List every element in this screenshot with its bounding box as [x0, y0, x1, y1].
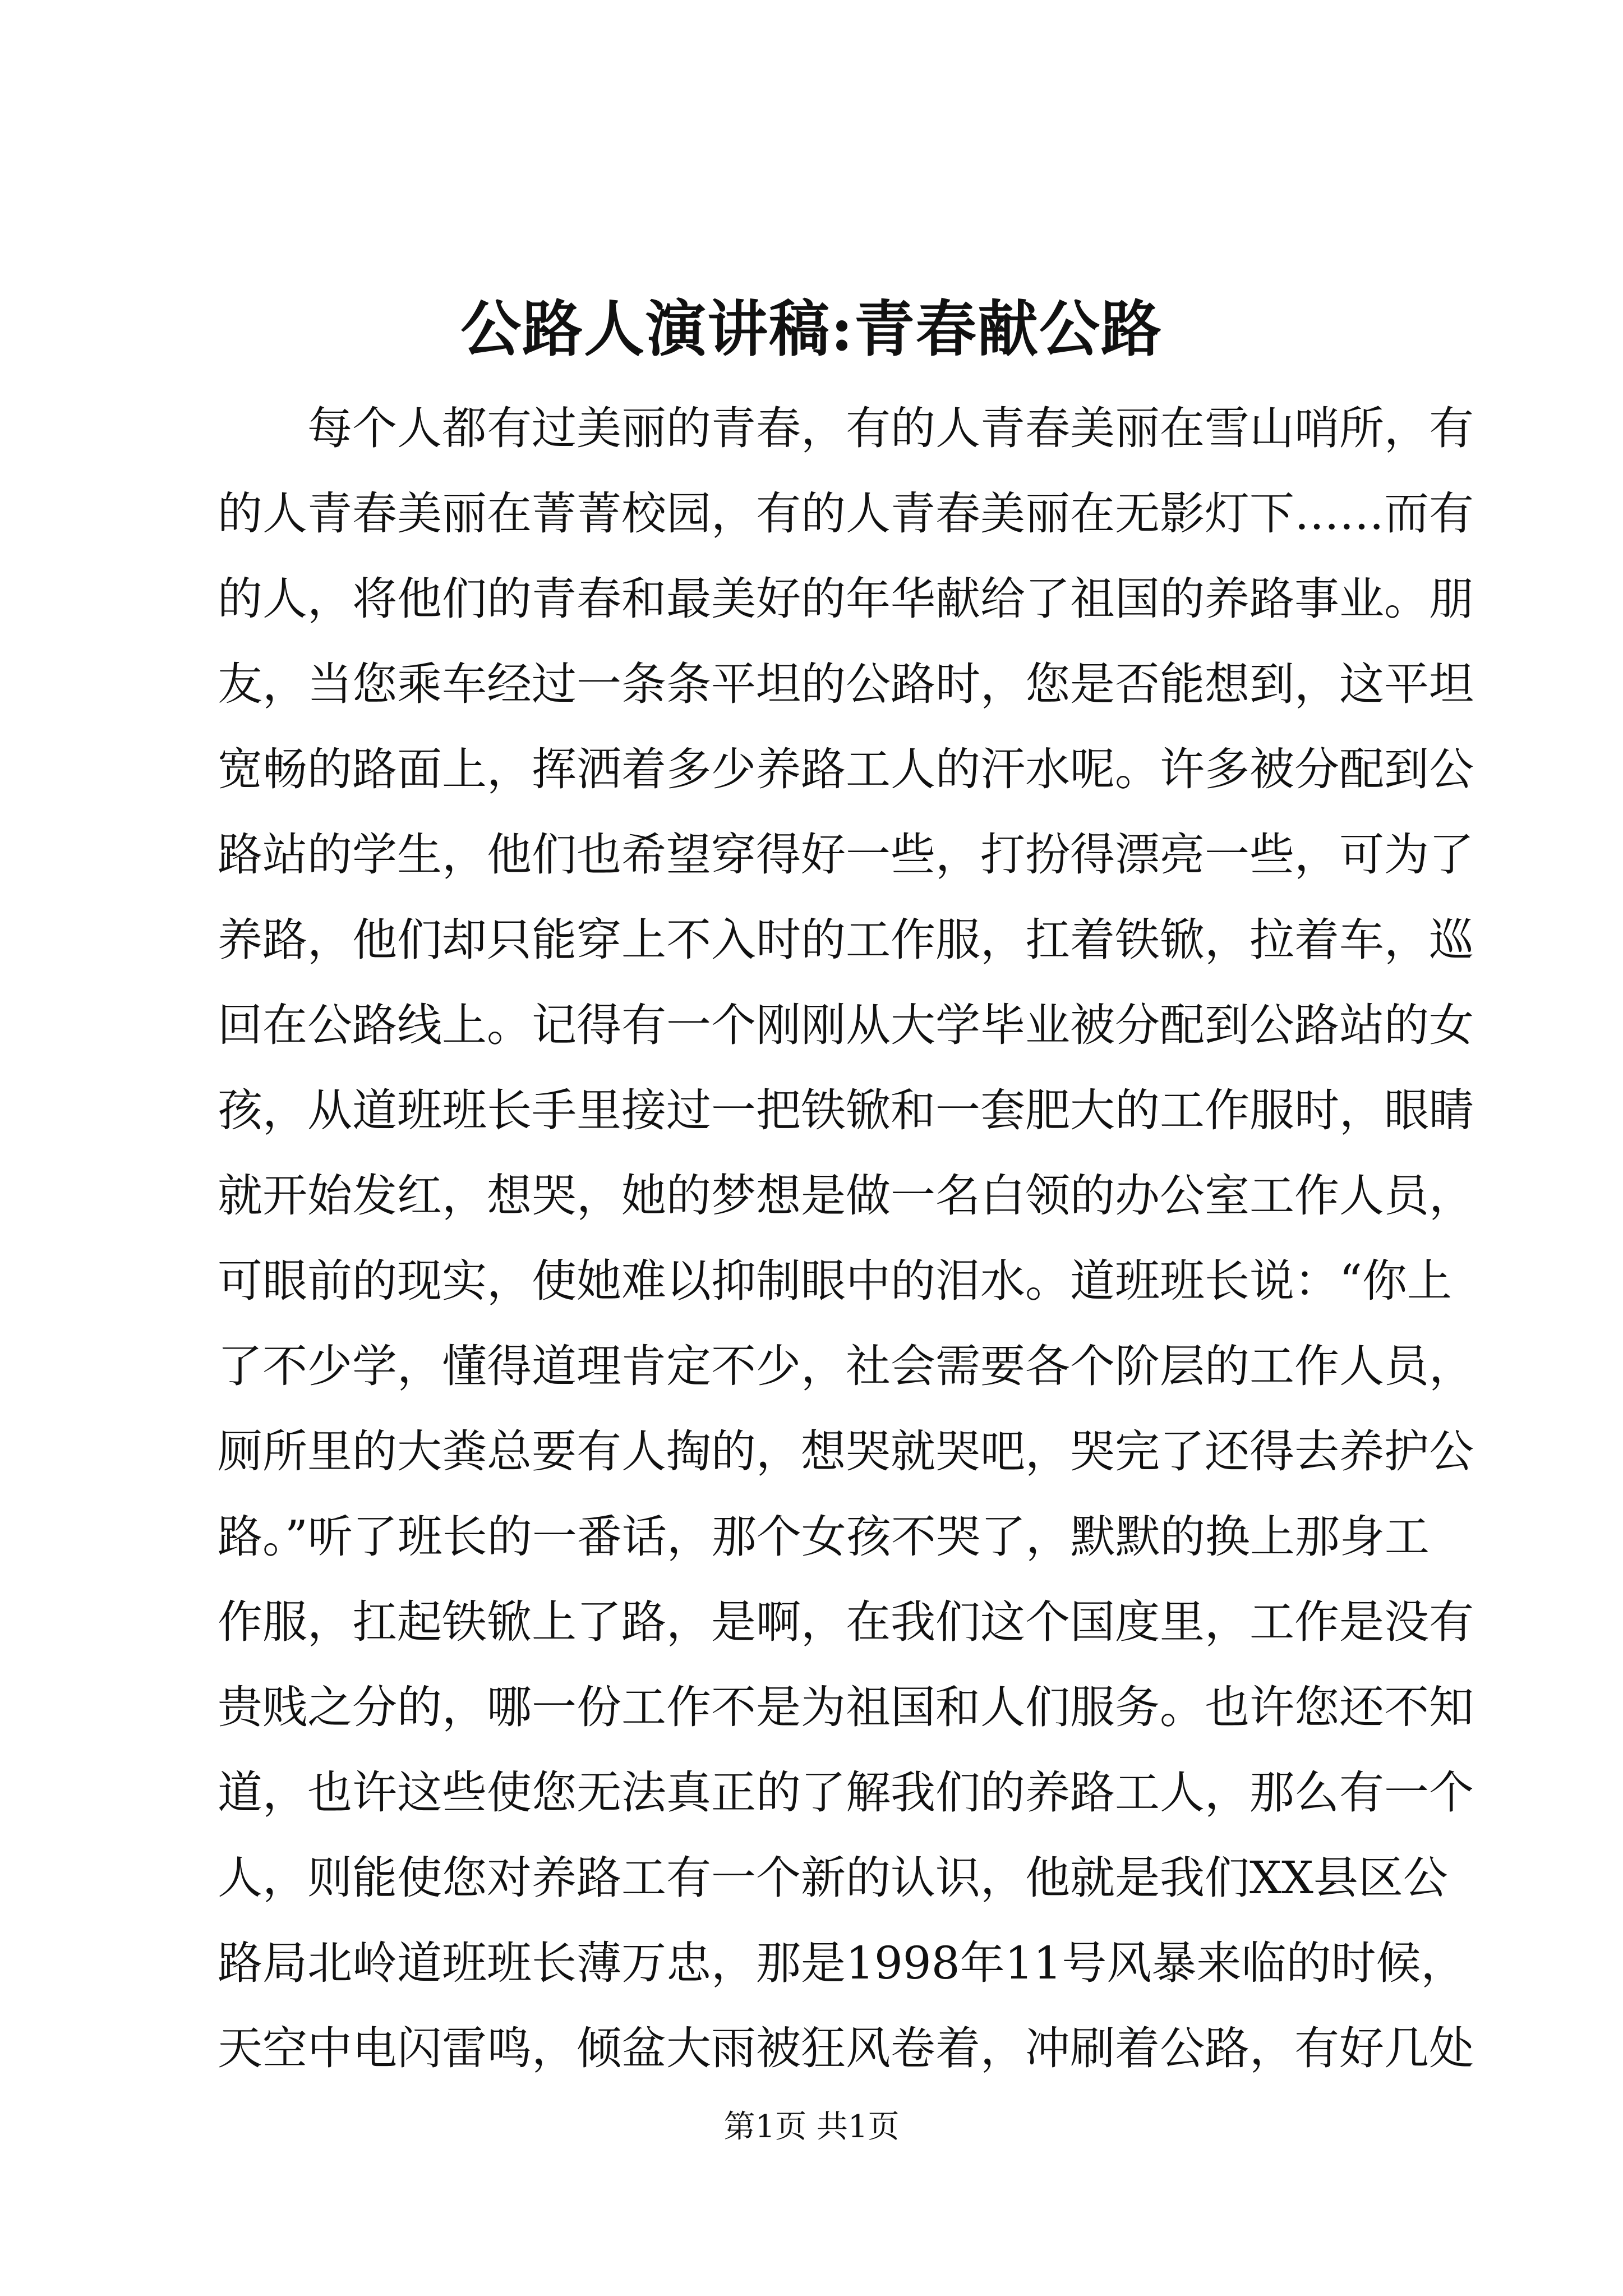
text-line: 友，当您乘车经过一条条平坦的公路时，您是否能想到，这平坦	[218, 658, 1474, 710]
text-line: 养路，他们却只能穿上不入时的工作服，扛着铁锨，拉着车，巡	[218, 914, 1474, 966]
text-line: 路站的学生，他们也希望穿得好一些，打扮得漂亮一些，可为了	[218, 829, 1474, 881]
text-line: 的人青春美丽在菁菁校园，有的人青春美丽在无影灯下……而有	[218, 487, 1474, 540]
page-number-footer: 第1页 共1页	[723, 2109, 900, 2145]
text-line: 贵贱之分的，哪一份工作不是为祖国和人们服务。也许您还不知	[218, 1681, 1474, 1733]
text-line: 厕所里的大粪总要有人掏的，想哭就哭吧，哭完了还得去养护公	[218, 1425, 1474, 1478]
text-line: 每个人都有过美丽的青春，有的人青春美丽在雪山哨所，有	[307, 402, 1474, 454]
text-line: 可眼前的现实，使她难以抑制眼中的泪水。道班班长说：“你上	[218, 1255, 1452, 1307]
text-line: 路。”听了班长的一番话，那个女孩不哭了，默默的换上那身工	[218, 1511, 1430, 1563]
text-line: 道，也许这些使您无法真正的了解我们的养路工人，那么有一个	[218, 1766, 1474, 1819]
text-line: 人，则能使您对养路工有一个新的认识，他就是我们XX县区公	[218, 1852, 1448, 1904]
text-line: 孩，从道班班长手里接过一把铁锨和一套肥大的工作服时，眼睛	[218, 1084, 1474, 1137]
text-line: 路局北岭道班班长薄万忠，那是1998年11号风暴来临的时候，	[218, 1937, 1466, 1989]
document-title: 公路人演讲稿:青春献公路	[460, 294, 1163, 365]
text-line: 天空中电闪雷鸣，倾盆大雨被狂风卷着，冲刷着公路，有好几处	[218, 2022, 1474, 2074]
text-line: 回在公路线上。记得有一个刚刚从大学毕业被分配到公路站的女	[218, 999, 1474, 1051]
text-line: 作服，扛起铁锨上了路，是啊，在我们这个国度里，工作是没有	[218, 1596, 1474, 1648]
text-line: 宽畅的路面上，挥洒着多少养路工人的汗水呢。许多被分配到公	[218, 743, 1474, 795]
text-line: 的人，将他们的青春和最美好的年华献给了祖国的养路事业。朋	[218, 573, 1474, 625]
text-line: 就开始发红，想哭，她的梦想是做一名白领的办公室工作人员，	[218, 1170, 1474, 1222]
text-line: 了不少学，懂得道理肯定不少，社会需要各个阶层的工作人员，	[218, 1340, 1474, 1392]
body-paragraph	[218, 386, 1474, 2091]
